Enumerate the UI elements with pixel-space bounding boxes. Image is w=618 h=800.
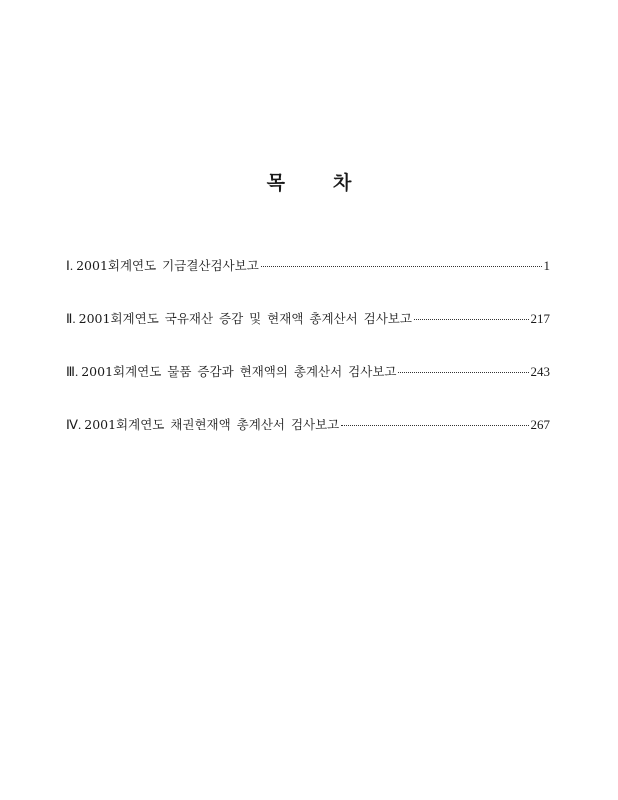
toc-entry-page: 267 (530, 417, 550, 432)
toc-entry-page: 1 (543, 258, 550, 273)
table-of-contents (66, 256, 550, 468)
toc-entry-3[interactable] (66, 362, 550, 384)
toc-entry-number: Ⅱ. (66, 311, 76, 326)
page-title (0, 168, 618, 195)
toc-entry-label: 2001회계연도 기금결산검사보고 (76, 258, 259, 273)
dot-leader (341, 425, 528, 426)
title-part-2: 차 (333, 172, 352, 194)
toc-entry-label: 2001회계연도 채권현재액 총계산서 검사보고 (84, 417, 340, 432)
toc-entry-2[interactable] (66, 309, 550, 331)
toc-entry-number: Ⅰ. (66, 258, 74, 273)
toc-entry-number: Ⅲ. (66, 364, 79, 379)
toc-entry-page: 217 (530, 311, 550, 326)
toc-entry-label: 2001회계연도 물품 증감과 현재액의 총계산서 검사보고 (81, 364, 397, 379)
dot-leader (414, 319, 529, 320)
toc-entry-label: 2001회계연도 국유재산 증감 및 현재액 총계산서 검사보고 (78, 311, 412, 326)
dot-leader (398, 372, 528, 373)
toc-entry-number: Ⅳ. (66, 417, 82, 432)
title-part-1: 목 (266, 172, 285, 194)
toc-entry-1[interactable] (66, 256, 550, 278)
toc-entry-page: 243 (530, 364, 550, 379)
dot-leader (261, 266, 542, 267)
toc-entry-4[interactable] (66, 415, 550, 437)
